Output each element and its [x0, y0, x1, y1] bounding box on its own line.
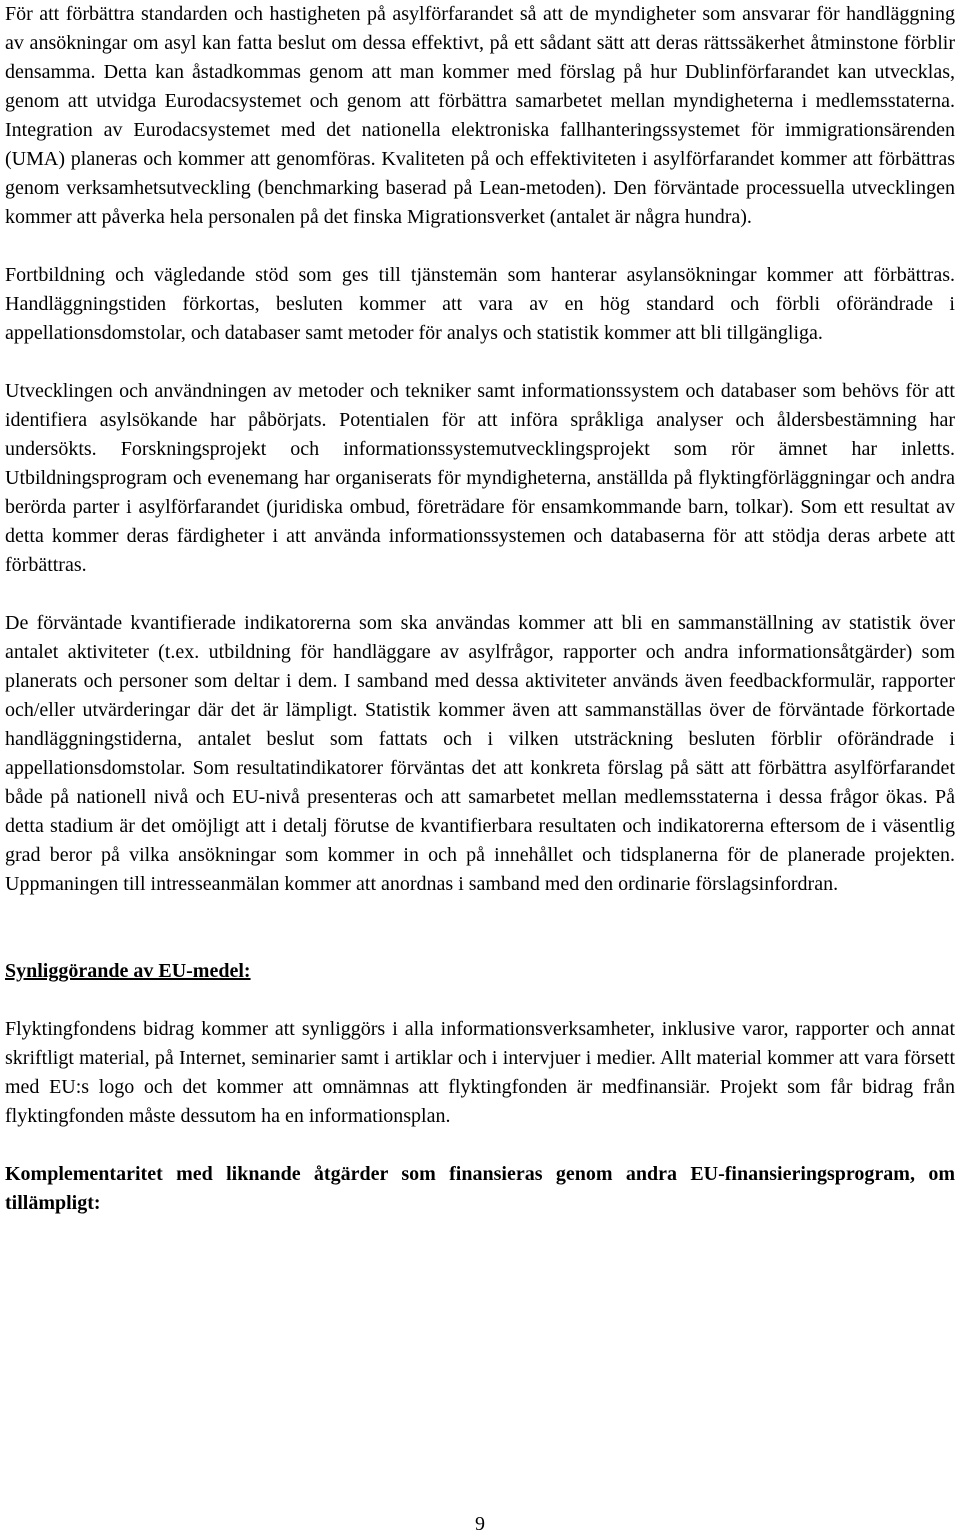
paragraph-indicators: De förväntade kvantifierade indikatorerna som ska användas kommer att bli en sammanställning av statistik över antalet aktiviteter (t.ex. utbildning för handläggare av asylfrågor, rapporter och andra informationsåtgärder) som planerats och personer som deltar i dem. I samband med dessa aktiviteter används även feedbackformulär, rapporter och/eller utvärderingar där det är lämpligt. Statistik kommer även att sammanställas över de förväntade förkortade handläggningstiderna, antalet beslut som fattats och i vilken utsträckning besluten förblir oförändrade i appellationsdomstolar. Som resultatindikatorer förväntas det att konkreta förslag på sätt att förbättra asylförfarandet både på nationell nivå och EU-nivå presenteras och att samarbetet mellan medlemsstaterna i dessa frågor ökas. På detta stadium är det omöjligt att i detalj förutse de kvantifierbara resultaten och indikatorerna eftersom de i väsentlig grad beror på vilka ansökningar som kommer in och på innehållet och tidsplanerna för de planerade projekten. Uppmaningen till intresseanmälan kommer att anordnas i samband med den ordinarie förslagsinfordran.	[5, 612, 955, 895]
paragraph-identification-methods: Utvecklingen och användningen av metoder och tekniker samt informationssystem och databaser som behövs för att identifiera asylsökande har påbörjats. Potentialen för att införa språkliga analyser och åldersbestämning har undersökts. Forskningsprojekt och informationssystemutvecklingsprojekt som rör ämnet har inletts. Utbildningsprogram och evenemang har organiserats för myndigheterna, anställda på flyktingförläggningar och andra berörda parter i asylförfarandet (juridiska ombud, företrädare för ensamkommande barn, tolkar). Som ett resultat av detta kommer deras färdigheter i att använda informationssystemen och databaserna för att stödja deras arbete att förbättras.	[5, 380, 955, 576]
section-gap	[5, 899, 955, 957]
paragraph-training: Fortbildning och vägledande stöd som ges till tjänstemän som hanterar asylansökningar kommer att förbättras. Handläggningstiden förkortas, besluten kommer att vara av en hög standard och förbli oförändrade i appellationsdomstolar, och databaser samt metoder för analys och statistik kommer att bli tillgängliga.	[5, 264, 955, 344]
paragraph-asylum-procedure: För att förbättra standarden och hastigheten på asylförfarandet så att de myndigheter som ansvarar för handläggning av ansökningar om asyl kan fatta beslut om dessa effektivt, på ett sådant sätt att deras rättssäkerhet åtminstone förblir densamma. Detta kan åstadkommas genom att man kommer med förslag på hur Dublinförfarandet kan utvecklas, genom att utvidga Eurodacsystemet och genom att förbättra samarbetet mellan myndigheterna i medlemsstaterna. Integration av Eurodacsystemet med det nationella elektroniska fallhanteringssystemet för immigrationsärenden (UMA) planeras och kommer att genomföras. Kvaliteten på och effektiviteten i asylförfarandet kommer att förbättras genom verksamhetsutveckling (benchmarking baserad på Lean-metoden). Den förväntade processuella utvecklingen kommer att påverka hela personalen på det finska Migrationsverket (antalet är några hundra).	[5, 3, 955, 228]
paragraph-gap	[5, 348, 955, 377]
paragraph-gap	[5, 580, 955, 609]
paragraph-eu-visibility: Flyktingfondens bidrag kommer att synliggörs i alla informationsverksamheter, inklusive varor, rapporter och annat skriftligt material, på Internet, seminarier samt i artiklar och i intervjuer i medier. Allt material kommer att vara försett med EU:s logo och det kommer att omnämnas att flyktingfonden är medfinansiär. Projekt som får bidrag från flyktingfonden måste dessutom ha en informationsplan.	[5, 1018, 955, 1127]
paragraph-gap	[5, 986, 955, 1015]
heading-complementarity: Komplementaritet med liknande åtgärder som finansieras genom andra EU-finansieringsprogram, om tillämpligt:	[5, 1163, 955, 1214]
heading-eu-visibility: Synliggörande av EU-medel:	[5, 960, 251, 982]
paragraph-gap	[5, 232, 955, 261]
document-page	[5, 0, 955, 1218]
paragraph-gap	[5, 1131, 955, 1160]
page-number: 9	[475, 1513, 485, 1535]
